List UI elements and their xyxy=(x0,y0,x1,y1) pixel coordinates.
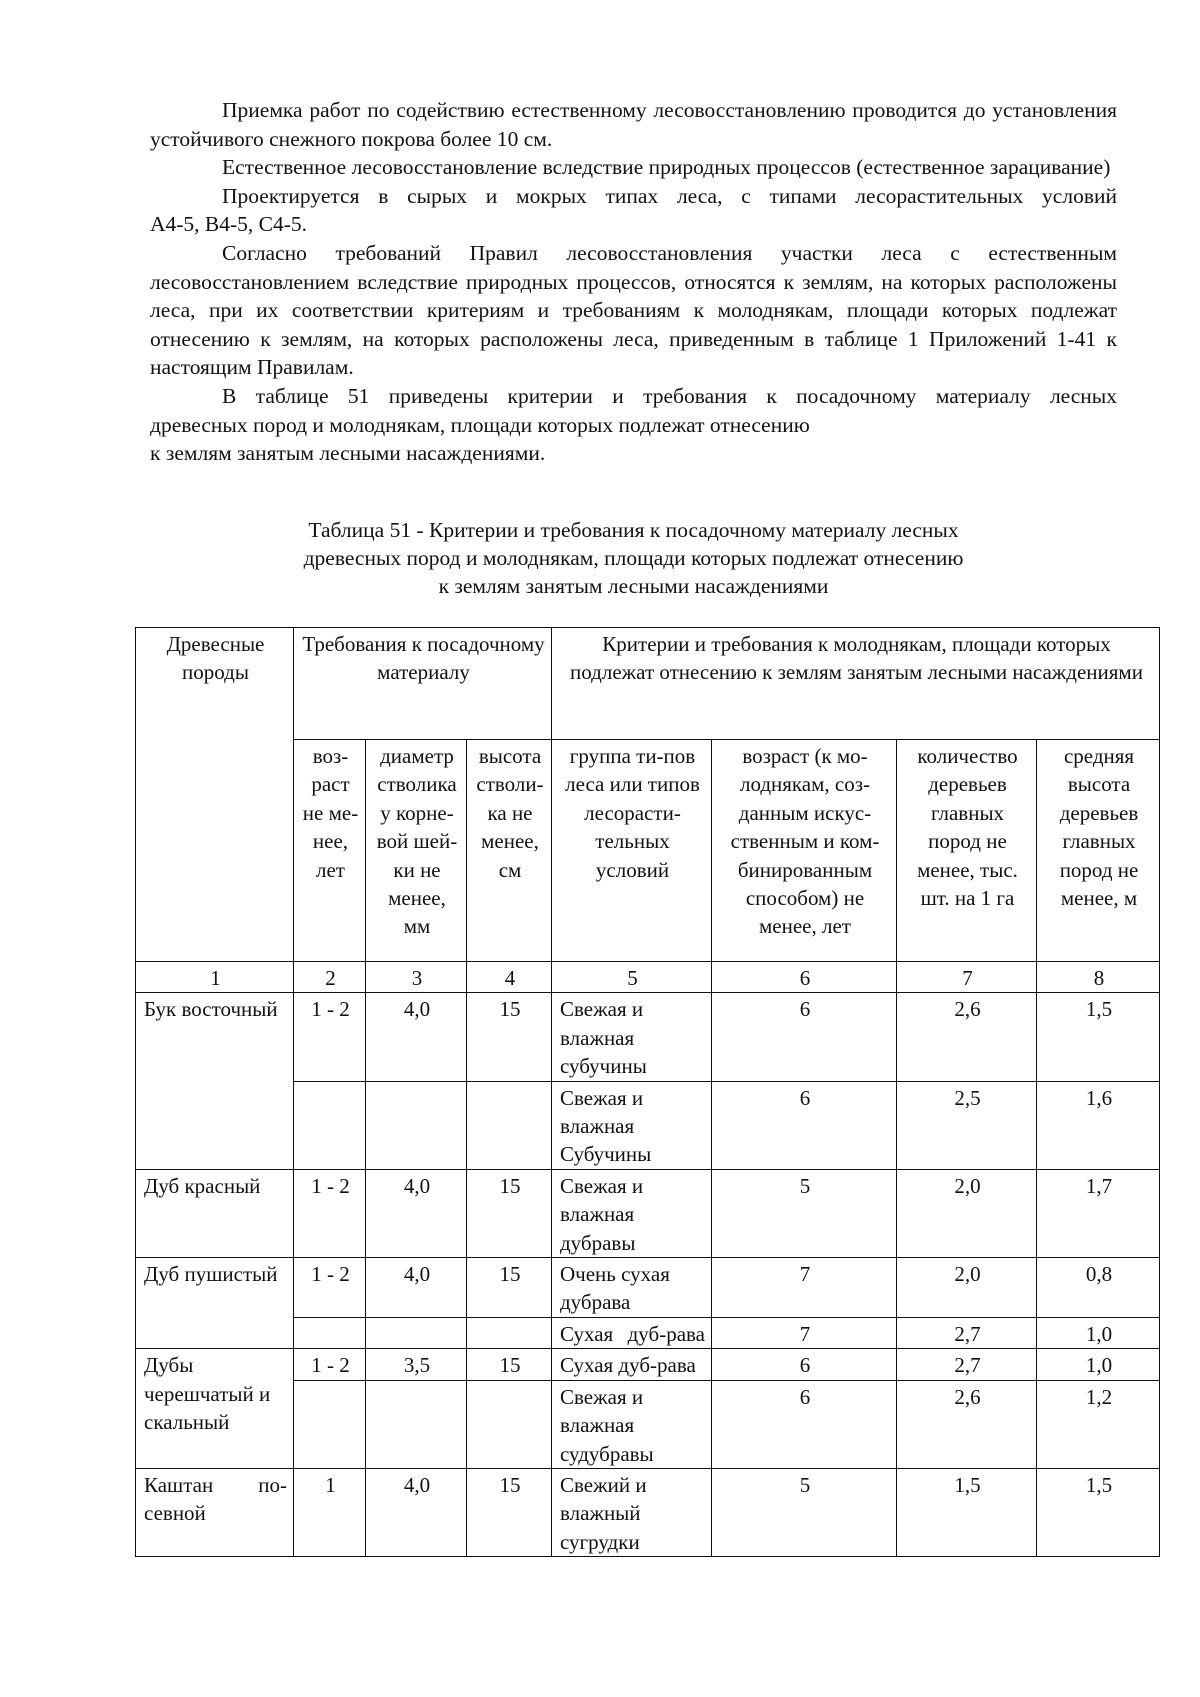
column-number: 8 xyxy=(1037,962,1160,993)
cell-height: 15 xyxy=(467,993,552,1081)
column-number-row xyxy=(136,962,1160,993)
cell-tree-count: 2,6 xyxy=(897,993,1037,1081)
cell-age: 1 - 2 xyxy=(294,1349,366,1380)
header-species: Древесные породы xyxy=(136,628,294,962)
cell-forest-type: Свежая и влажная Субучины xyxy=(552,1081,712,1169)
cell-species: Дубы черешчатый и скальный xyxy=(136,1349,294,1469)
cell-age: 1 - 2 xyxy=(294,1258,366,1318)
cell-forest-type: Сухая дуб-рава xyxy=(552,1317,712,1348)
cell-diameter xyxy=(366,1380,467,1468)
cell-age: 1 xyxy=(294,1468,366,1556)
cell-young-age: 6 xyxy=(712,1081,897,1169)
header-tree-count: количество деревьев главных пород не менее, тыс. шт. на 1 га xyxy=(897,740,1037,962)
cell-young-age: 6 xyxy=(712,1349,897,1380)
header-planting-requirements: Требования к посадочному материалу xyxy=(294,628,552,740)
header-height: высота стволи-ка не менее, см xyxy=(467,740,552,962)
cell-diameter: 4,0 xyxy=(366,1258,467,1318)
cell-age: 1 - 2 xyxy=(294,1169,366,1257)
paragraph-table-ref-line2: древесных пород и молоднякам, площади которых подлежат отнесению xyxy=(150,412,810,437)
cell-tree-count: 1,5 xyxy=(897,1468,1037,1556)
caption-line: к землям занятым лесными насаждениями xyxy=(438,574,829,598)
column-number: 4 xyxy=(467,962,552,993)
cell-tree-count: 2,6 xyxy=(897,1380,1037,1468)
intro-text xyxy=(150,96,1117,468)
cell-avg-height: 1,0 xyxy=(1037,1317,1160,1348)
paragraph-table-ref-line3: к землям занятым лесными насаждениями. xyxy=(150,441,546,466)
column-number: 5 xyxy=(552,962,712,993)
cell-height: 15 xyxy=(467,1169,552,1257)
cell-age xyxy=(294,1317,366,1348)
paragraph-acceptance: Приемка работ по содействию естественному лесовосстановлению проводится до установления устойчивого снежного покрова более 10 см. xyxy=(150,98,1117,151)
cell-tree-count: 2,0 xyxy=(897,1258,1037,1318)
cell-species: Каштан по-севной xyxy=(136,1468,294,1556)
cell-species: Дуб пушистый xyxy=(136,1258,294,1349)
table-row xyxy=(136,993,1160,1081)
header-diameter: диаметр стволика у корне-вой шей-ки не менее, мм xyxy=(366,740,467,962)
table-row xyxy=(136,1169,1160,1257)
paragraph-natural-regeneration: Естественное лесовосстановление вследствие природных процессов (естественное зарацивание) xyxy=(222,155,1111,180)
cell-young-age: 6 xyxy=(712,993,897,1081)
header-avg-height: средняя высота деревьев главных пород не менее, м xyxy=(1037,740,1160,962)
cell-young-age: 6 xyxy=(712,1380,897,1468)
cell-avg-height: 1,5 xyxy=(1037,1468,1160,1556)
cell-avg-height: 1,7 xyxy=(1037,1169,1160,1257)
header-forest-type: группа ти-пов леса или типов лесорасти-тельных условий xyxy=(552,740,712,962)
column-number: 2 xyxy=(294,962,366,993)
column-number: 7 xyxy=(897,962,1037,993)
cell-young-age: 5 xyxy=(712,1169,897,1257)
cell-forest-type: Очень сухая дубрава xyxy=(552,1258,712,1318)
table-caption xyxy=(150,516,1117,600)
cell-diameter: 4,0 xyxy=(366,993,467,1081)
cell-height: 15 xyxy=(467,1468,552,1556)
cell-diameter xyxy=(366,1081,467,1169)
paragraph-design-line2: А4-5, В4-5, С4-5. xyxy=(150,212,308,237)
cell-young-age: 7 xyxy=(712,1317,897,1348)
cell-forest-type: Свежая и влажная судубравы xyxy=(552,1380,712,1468)
cell-age xyxy=(294,1081,366,1169)
cell-height xyxy=(467,1081,552,1169)
table-row xyxy=(136,1349,1160,1380)
cell-species: Бук восточный xyxy=(136,993,294,1169)
cell-height: 15 xyxy=(467,1258,552,1318)
cell-tree-count: 2,0 xyxy=(897,1169,1037,1257)
cell-diameter xyxy=(366,1317,467,1348)
cell-tree-count: 2,7 xyxy=(897,1349,1037,1380)
cell-tree-count: 2,5 xyxy=(897,1081,1037,1169)
cell-age xyxy=(294,1380,366,1468)
cell-avg-height: 1,2 xyxy=(1037,1380,1160,1468)
cell-avg-height: 1,0 xyxy=(1037,1349,1160,1380)
cell-young-age: 7 xyxy=(712,1258,897,1318)
column-number: 1 xyxy=(136,962,294,993)
cell-young-age: 5 xyxy=(712,1468,897,1556)
cell-age: 1 - 2 xyxy=(294,993,366,1081)
table-header-row xyxy=(136,628,1160,740)
cell-forest-type: Сухая дуб-рава xyxy=(552,1349,712,1380)
cell-diameter: 4,0 xyxy=(366,1169,467,1257)
cell-diameter: 4,0 xyxy=(366,1468,467,1556)
cell-forest-type: Свежая и влажная дубравы xyxy=(552,1169,712,1257)
cell-forest-type: Свежая и влажная субучины xyxy=(552,993,712,1081)
caption-line: Таблица 51 - Критерии и требования к посадочному материалу лесных xyxy=(308,518,959,542)
header-young-growth-requirements: Критерии и требования к молоднякам, площади которых подлежат отнесению к землям занятым лесными насаждениями xyxy=(552,628,1160,740)
header-age: воз-раст не ме-нее, лет xyxy=(294,740,366,962)
cell-height xyxy=(467,1317,552,1348)
caption-line: древесных пород и молоднякам, площади которых подлежат отнесению xyxy=(303,546,964,570)
table-row xyxy=(136,1258,1160,1318)
cell-avg-height: 1,6 xyxy=(1037,1081,1160,1169)
cell-avg-height: 0,8 xyxy=(1037,1258,1160,1318)
paragraph-rules: Согласно требований Правил лесовосстановления участки леса с естественным лесовосстановлением вследствие природных процессов, относятся к землям, на которых расположены леса, при их соответствии критериям и требованиям к молоднякам, площади которых подлежат отнесению к землям, на которых расположены леса, приведенным в таблице 1 Приложений 1-41 к настоящим Правилам. xyxy=(150,240,1117,380)
column-number: 6 xyxy=(712,962,897,993)
paragraph-design-line1: Проектируется в сырых и мокрых типах леса, с типами лесорастительных условий xyxy=(222,183,1117,208)
criteria-table xyxy=(135,627,1160,1557)
cell-avg-height: 1,5 xyxy=(1037,993,1160,1081)
cell-forest-type: Свежий и влажный сугрудки xyxy=(552,1468,712,1556)
cell-height: 15 xyxy=(467,1349,552,1380)
cell-diameter: 3,5 xyxy=(366,1349,467,1380)
cell-species: Дуб красный xyxy=(136,1169,294,1257)
paragraph-table-ref-line1: В таблице 51 приведены критерии и требования к посадочному материалу лесных xyxy=(222,383,1117,408)
cell-height xyxy=(467,1380,552,1468)
cell-tree-count: 2,7 xyxy=(897,1317,1037,1348)
header-young-age: возраст (к мо-лоднякам, соз-данным искус-ственным и ком-бинированным способом) не менее, лет xyxy=(712,740,897,962)
column-number: 3 xyxy=(366,962,467,993)
table-row xyxy=(136,1468,1160,1556)
